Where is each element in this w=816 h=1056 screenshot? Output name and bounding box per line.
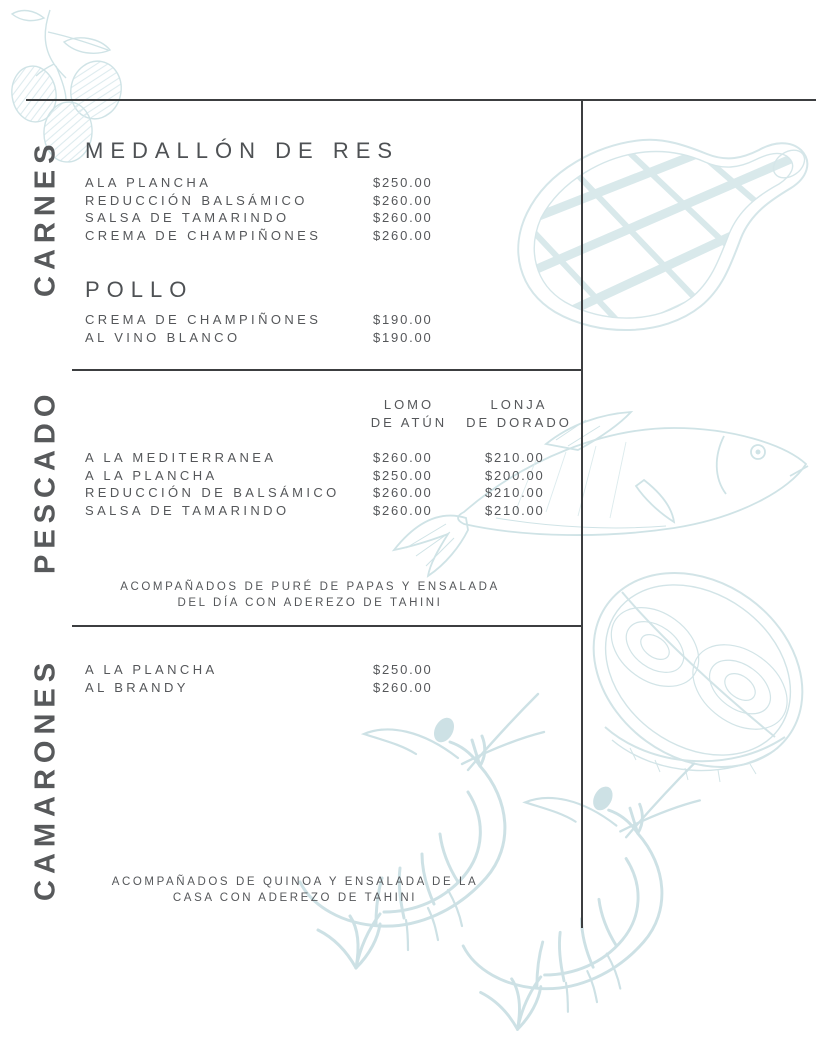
item-name: CREMA DE CHAMPIÑONES xyxy=(85,312,322,327)
item-name: A LA PLANCHA xyxy=(85,467,218,483)
item-price: $190.00 xyxy=(373,329,433,345)
note-line: ACOMPAÑADOS DE QUINOA Y ENSALADA DE LA xyxy=(111,876,479,888)
item-price: $260.00 xyxy=(373,192,433,208)
column-header-line: DE DORADO xyxy=(466,414,572,430)
item-name: A LA MEDITERRANEA xyxy=(85,450,277,465)
menu-items-pescado xyxy=(85,449,545,519)
price-column-header-lonja-de-dorado xyxy=(458,396,580,431)
group-title-medallon-de-res: MEDALLÓN DE RES xyxy=(85,138,400,163)
item-price-dorado: $210.00 xyxy=(485,450,545,465)
note-line: DEL DÍA CON ADEREZO DE TAHINI xyxy=(177,596,443,609)
item-price: $260.00 xyxy=(373,210,433,225)
item-name: SALSA DE TAMARINDO xyxy=(85,502,290,518)
fish-steak-illustration xyxy=(556,533,816,807)
item-price-atun: $250.00 xyxy=(373,467,433,483)
item-name: REDUCCIÓN DE BALSÁMICO xyxy=(85,485,340,500)
section-label-pescado: PESCADO xyxy=(29,388,62,574)
menu-item-row xyxy=(85,502,545,520)
item-name: REDUCCIÓN BALSÁMICO xyxy=(85,192,308,208)
menu-item-row xyxy=(85,679,433,697)
item-price-dorado: $210.00 xyxy=(485,485,545,500)
grilled-steak-illustration xyxy=(483,113,816,358)
vertical-rule-line xyxy=(581,100,583,928)
menu-item-row xyxy=(85,467,545,485)
item-name: AL VINO BLANCO xyxy=(85,329,241,345)
item-name: A LA PLANCHA xyxy=(85,662,218,677)
top-rule-line xyxy=(26,99,816,101)
item-price-dorado: $200.00 xyxy=(485,467,545,483)
menu-item-row xyxy=(85,661,433,679)
item-price-dorado: $210.00 xyxy=(485,502,545,518)
section-label-carnes: CARNES xyxy=(29,138,62,298)
column-header-line: LONJA xyxy=(490,397,548,412)
menu-items-medallon xyxy=(85,174,433,244)
menu-item-row xyxy=(85,484,545,502)
fish-illustration xyxy=(394,412,808,576)
menu-items-camarones xyxy=(85,661,433,696)
section-divider-pescado-camarones xyxy=(72,625,581,627)
item-name: AL BRANDY xyxy=(85,679,189,695)
item-price-atun: $260.00 xyxy=(373,485,433,500)
item-name: SALSA DE TAMARINDO xyxy=(85,210,290,225)
menu-item-row xyxy=(85,227,433,245)
item-name: CREMA DE CHAMPIÑONES xyxy=(85,227,322,243)
shrimp-illustration xyxy=(300,694,544,968)
menu-item-row xyxy=(85,192,433,210)
menu-item-row xyxy=(85,311,433,329)
price-column-header-lomo-de-atun xyxy=(365,396,453,431)
item-price: $250.00 xyxy=(373,662,433,677)
column-header-line: LOMO xyxy=(383,397,435,412)
item-price-atun: $260.00 xyxy=(373,450,433,465)
section-label-camarones: CAMARONES xyxy=(29,656,62,901)
section-divider-carnes-pescado xyxy=(72,369,581,371)
note-line: CASA CON ADEREZO DE TAHINI xyxy=(172,891,418,904)
camarones-side-note xyxy=(85,875,505,906)
group-title-pollo: POLLO xyxy=(85,277,194,302)
item-price: $260.00 xyxy=(373,227,433,243)
item-name: ALA PLANCHA xyxy=(85,175,212,190)
item-price-atun: $260.00 xyxy=(373,502,433,518)
item-price: $190.00 xyxy=(373,312,433,327)
note-line: ACOMPAÑADOS DE PURÉ DE PAPAS Y ENSALADA xyxy=(120,581,500,593)
menu-item-row xyxy=(85,449,545,467)
item-price: $250.00 xyxy=(373,175,433,190)
menu-item-row xyxy=(85,174,433,192)
menu-item-row xyxy=(85,329,433,347)
item-price: $260.00 xyxy=(373,679,433,695)
pescado-side-note xyxy=(85,580,535,611)
menu-item-row xyxy=(85,209,433,227)
menu-items-pollo xyxy=(85,311,433,346)
column-header-line: DE ATÚN xyxy=(370,414,448,430)
